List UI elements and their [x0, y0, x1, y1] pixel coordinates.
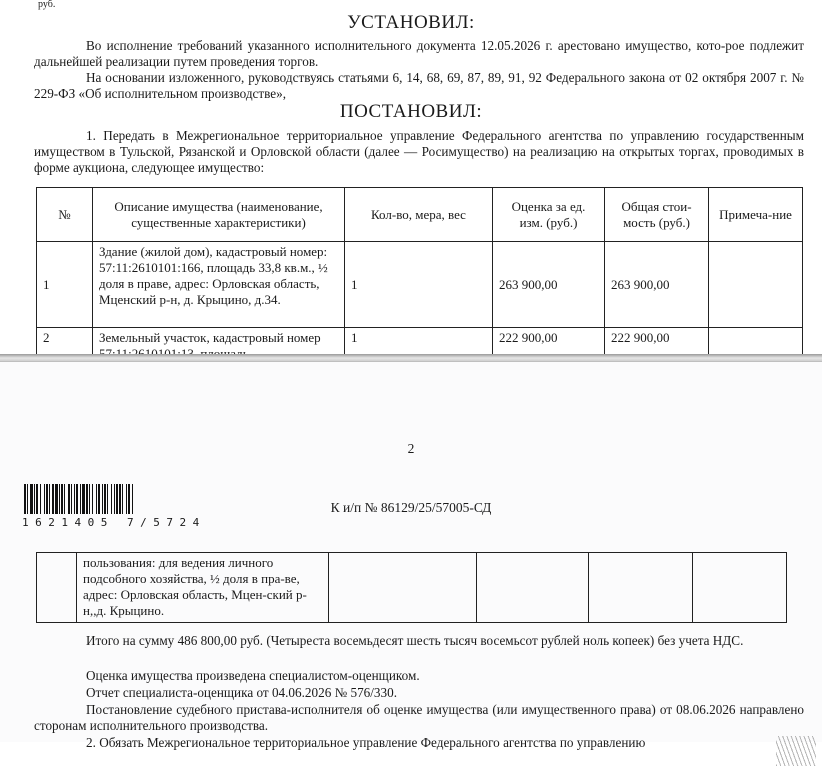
cell-description: Здание (жилой дом), кадастровый номер: 57:11:2610101:166, площадь 33,8 кв.м., ½ доля в праве, адрес: Орловская область, Мценский р-н, д. Крыцино, д.34.: [93, 242, 345, 328]
cell-num: 2: [37, 328, 93, 365]
total-sum-text: Итого на сумму 486 800,00 руб. (Четыреста восемьдесят шесть тысяч восемьсот рублей ноль копеек) без учета НДС.: [86, 633, 744, 648]
cell-unit-price: 263 900,00: [493, 242, 605, 328]
cell-description-continuation: пользования: для ведения личного подсобного хозяйства, ½ доля в пра-ве, адрес: Орловская область, Мцен-ский р-н,,д. Крыцино.: [77, 553, 329, 623]
table-row: [37, 242, 803, 328]
page-number: 2: [407, 441, 415, 456]
header-description: Описание имущества (наименование, существенные характеристики): [93, 188, 345, 242]
cell-total: 263 900,00: [605, 242, 709, 328]
header-unit-price: Оценка за ед. изм. (руб.): [493, 188, 605, 242]
cell-qty: 1: [345, 328, 493, 365]
paragraph-transfer: 1. Передать в Межрегиональное территориальное управление Федерального агентства по управлению государственным имуществом в Тульской, Рязанской и Орловской области (далее — Росимущество) на реализацию на открытых торгах, проводимых в форме аукциона, следующее имущество:: [34, 128, 804, 175]
cell-total: 222 900,00: [605, 328, 709, 365]
cell-note: [693, 553, 787, 623]
paragraph-legal-basis: На основании изложенного, руководствуясь статьями 6, 14, 68, 69, 87, 89, 91, 92 Федерального закона от 02 октября 2007 г. № 229-ФЗ «Об исполнительном производстве»,: [34, 70, 804, 101]
document-page-1: [0, 0, 822, 356]
cell-qty: 1: [345, 242, 493, 328]
header-qty: Кол-во, мера, вес: [345, 188, 493, 242]
table-row: [37, 553, 787, 623]
table-header-row: [37, 188, 803, 242]
header-num: №: [37, 188, 93, 242]
cut-off-text: 2. Обязать Межрегиональное территориальное управление Федерального агентства по управлению: [86, 735, 646, 750]
cell-unit-price: 222 900,00: [493, 328, 605, 365]
assessment-text: Оценка имущества произведена специалистом-оценщиком.: [86, 668, 420, 683]
currency-fragment: руб.: [38, 0, 56, 10]
heading-postanovil: ПОСТАНОВИЛ:: [339, 101, 483, 122]
header-total: Общая стои-мость (руб.): [605, 188, 709, 242]
cell-note: [709, 242, 803, 328]
cell-num: [37, 553, 77, 623]
cell-num: 1: [37, 242, 93, 328]
property-table-continuation: [36, 552, 787, 623]
property-table: [36, 187, 803, 365]
cell-total: [589, 553, 693, 623]
report-text: Отчет специалиста-оценщика от 04.06.2026 № 576/330.: [86, 685, 397, 700]
paragraph-arrest: Во исполнение требований указанного исполнительного документа 12.05.2026 г. арестовано имущество, кото-рое подлежит дальнейшей реализации путем проведения торгов.: [34, 38, 804, 69]
barcode-digits: 1621405 7/5724: [22, 516, 206, 529]
cell-unit-price: [477, 553, 589, 623]
header-note: Примеча-ние: [709, 188, 803, 242]
cell-qty: [329, 553, 477, 623]
heading-ustanovil: УСТАНОВИЛ:: [347, 12, 475, 33]
cell-description: Земельный участок, кадастровый номер: [93, 328, 345, 365]
decision-text: Постановление судебного пристава-исполнителя об оценке имущества (или имущественного права) от 08.06.2026 направлено сторонам исполнительного производства.: [34, 702, 804, 733]
case-reference: К и/п № 86129/25/57005-СД: [330, 500, 492, 515]
